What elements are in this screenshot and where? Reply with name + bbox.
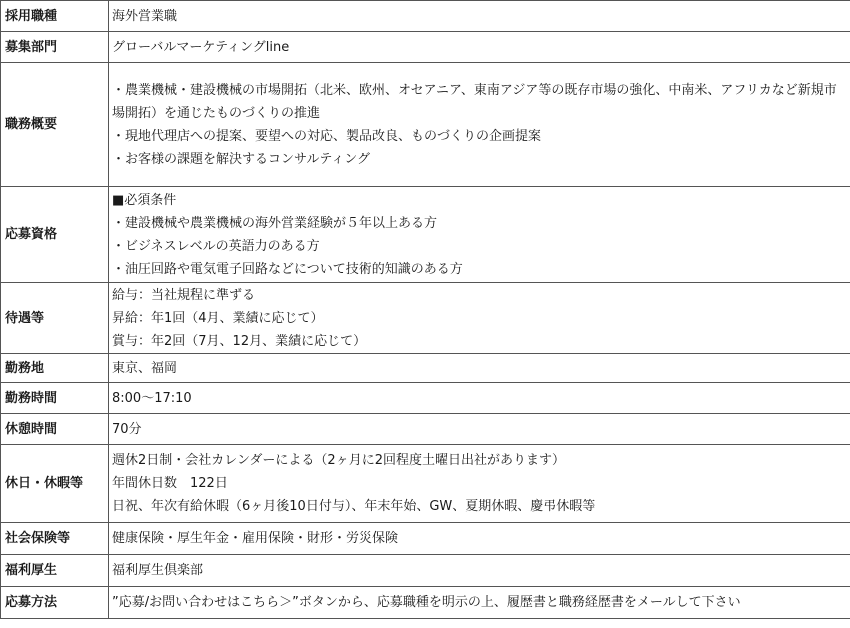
text-line: 年間休日数 122日 (112, 476, 228, 491)
label-job-type: 採用職種 (1, 1, 109, 32)
row-job-type (1, 1, 850, 32)
label-location: 勤務地 (1, 354, 109, 383)
label-working-hours: 勤務時間 (1, 383, 109, 414)
label-holidays: 休日・休暇等 (1, 445, 109, 523)
value-job-summary (109, 63, 850, 187)
row-break-time (1, 414, 850, 445)
value-job-type (109, 1, 850, 32)
text-line: ・農業機械・建設機械の市場開拓（北米、欧州、オセアニア、東南アジア等の既存市場の強化、中南米、アフリカなど新規市場開拓）を通じたものづくりの推進 (112, 82, 837, 121)
label-break-time: 休憩時間 (1, 414, 109, 445)
value-social-insurance (109, 523, 850, 555)
text-line: ■必須条件 (112, 192, 177, 208)
label-qualifications: 応募資格 (1, 187, 109, 283)
text-line: 賞与：年2回（7月、12月、業績に応じて） (112, 333, 367, 349)
text-line: ・建設機械や農業機械の海外営業経験が５年以上ある方 (112, 215, 438, 231)
text-line: ・油圧回路や電気電子回路などについて技術的知識のある方 (112, 261, 463, 277)
value-break-time (109, 414, 850, 445)
row-working-hours (1, 383, 850, 414)
text-line: 週休2日制・会社カレンダーによる（2ヶ月に2回程度土曜日出社があります） (112, 453, 565, 468)
value-location (109, 354, 850, 383)
value-qualifications (109, 187, 850, 283)
text-line: ・ビジネスレベルの英語力のある方 (112, 238, 320, 254)
text-line: グローバルマーケティングline (112, 39, 290, 55)
value-compensation (109, 283, 850, 354)
text-line: 健康保険・厚生年金・雇用保険・財形・労災保険 (112, 531, 399, 546)
row-qualifications (1, 187, 850, 283)
text-line: 給与：当社規程に準ずる (112, 287, 256, 303)
label-department: 募集部門 (1, 32, 109, 63)
value-application-method (109, 587, 850, 619)
text-line: 福利厚生倶楽部 (112, 563, 204, 578)
value-working-hours (109, 383, 850, 414)
row-holidays (1, 445, 850, 523)
row-social-insurance (1, 523, 850, 555)
label-compensation: 待遇等 (1, 283, 109, 354)
text-line: 東京、福岡 (112, 360, 178, 376)
row-benefits (1, 555, 850, 587)
text-line: ・現地代理店への提案、要望への対応、製品改良、ものづくりの企画提案 (112, 128, 542, 144)
text-line: ・お客様の課題を解決するコンサルティング (112, 151, 371, 167)
label-job-summary: 職務概要 (1, 63, 109, 187)
text-line: 海外営業職 (112, 8, 178, 24)
row-job-summary (1, 63, 850, 187)
row-compensation (1, 283, 850, 354)
label-social-insurance: 社会保険等 (1, 523, 109, 555)
text-line: 8:00～17:10 (112, 390, 192, 406)
value-department (109, 32, 850, 63)
text-line: ”応募/お問い合わせはこちら＞”ボタンから、応募職種を明示の上、履歴書と職務経歴書をメールして下さい (112, 595, 741, 610)
text-line: 日祝、年次有給休暇（6ヶ月後10日付与）、年末年始、GW、夏期休暇、慶弔休暇等 (112, 499, 596, 514)
row-department (1, 32, 850, 63)
text-line: 70分 (112, 421, 142, 437)
text-line: 昇給：年1回（4月、業績に応じて） (112, 310, 324, 326)
label-application-method: 応募方法 (1, 587, 109, 619)
row-application-method (1, 587, 850, 619)
label-benefits: 福利厚生 (1, 555, 109, 587)
value-holidays (109, 445, 850, 523)
value-benefits (109, 555, 850, 587)
row-location (1, 354, 850, 383)
